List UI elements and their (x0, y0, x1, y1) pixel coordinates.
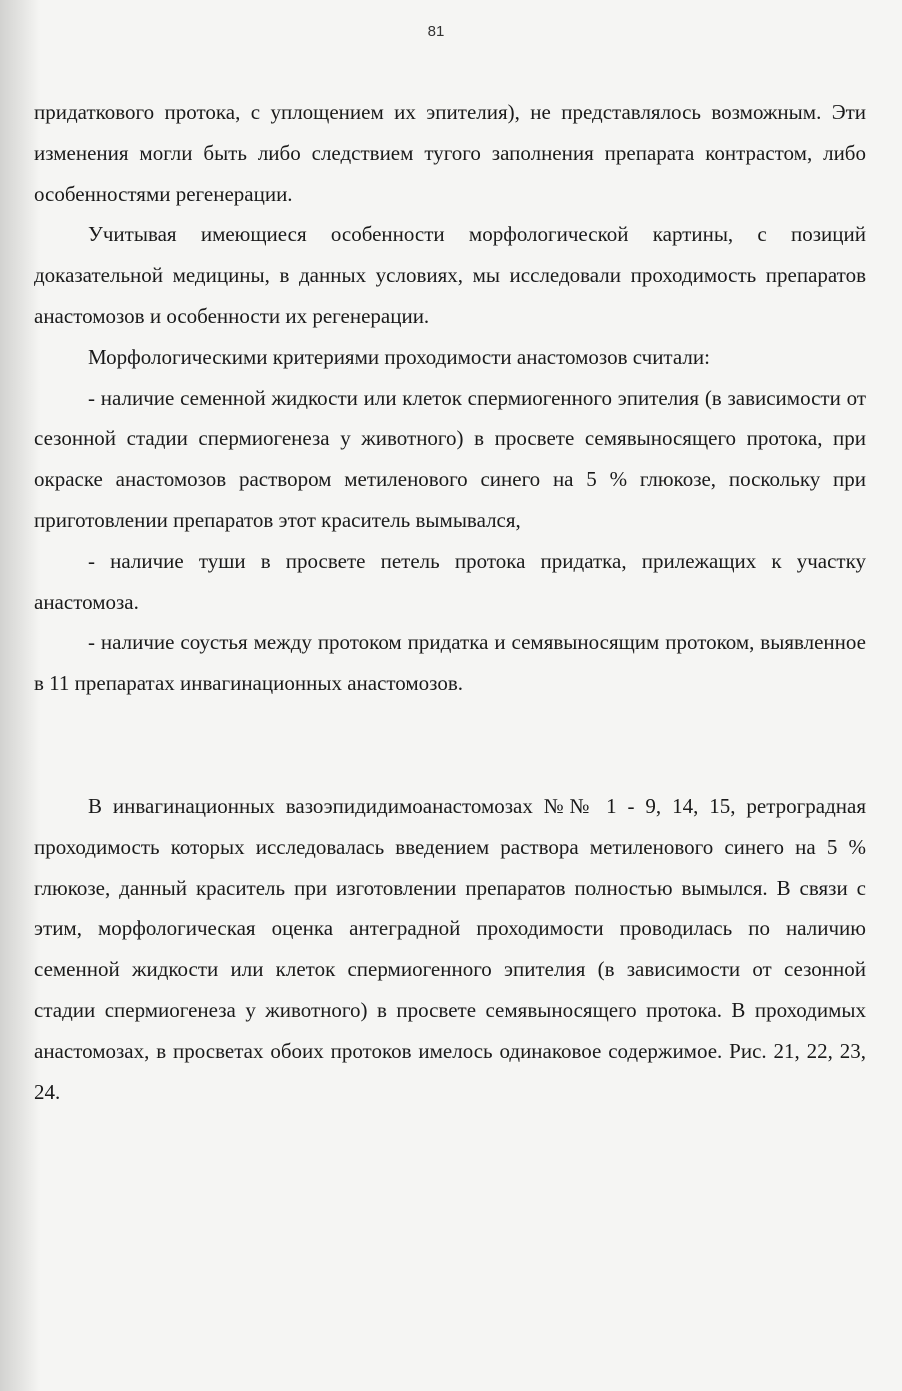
page-number: 81 (427, 23, 445, 40)
paragraph-analysis: Учитывая имеющиеся особенности морфологической картины, с позиций доказательной медицины, в данных условиях, мы исследовали проходимость препаратов анастомозов и особенности их регенерации. (34, 222, 866, 328)
criteria-item-2: - наличие туши в просвете петель протока придатка, прилежащих к участку анастомоза. (34, 548, 866, 614)
criteria-item-3: - наличие соустья между протоком придатка и семявыносящим протоком, выявленное в 11 препаратах инвагинационных анастомозов. (34, 630, 866, 696)
paragraph-results: В инвагинационных вазоэпидидимоанастомозах №№ 1 - 9, 14, 15, ретроградная проходимость которых исследовалась введением раствора метиленового синего на 5 % глюкозе, данный краситель при изготовлении препаратов полностью вымылся. В связи с этим, морфологическая оценка антеградной проходимости проводилась по наличию семенной жидкости или клеток спермиогенного эпителия (в зависимости от сезонной стадии спермиогенеза у животного) в просвете семявыносящего протока. В проходимых анастомозах, в просветах обоих протоков имелось одинаковое содержимое. Рис. 21, 22, 23, 24. (34, 794, 866, 1104)
paragraph-continuation: придаткового протока, с уплощением их эпителия), не представлялось возможным. Эти изменения могли быть либо следствием тугого заполнения препарата контрастом, либо особенностями регенерации. (34, 100, 866, 206)
paragraph-criteria-intro: Морфологическими критериями проходимости анастомозов считали: (88, 344, 710, 369)
criteria-item-1: - наличие семенной жидкости или клеток спермиогенного эпителия (в зависимости от сезонной стадии спермиогенеза у животного) в просвете семявыносящего протока, при окраске анастомозов раствором метиленового синего на 5 % глюкозе, поскольку при приготовлении препаратов этот краситель вымывался, (34, 385, 866, 532)
text-block-results (34, 786, 866, 1112)
text-block-main (34, 92, 866, 704)
